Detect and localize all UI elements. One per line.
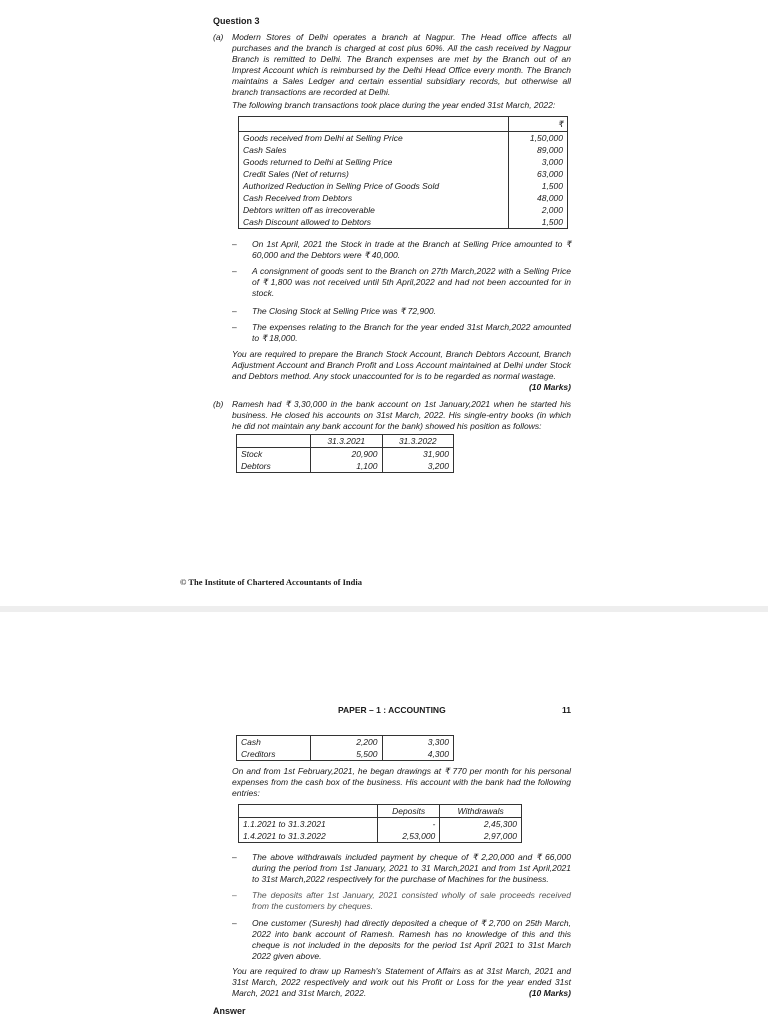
- table-row: Debtors 1,100 3,200: [237, 460, 454, 473]
- table-row: Credit Sales (Net of returns) 63,000: [239, 168, 568, 180]
- part-b-requirement: You are required to draw up Ramesh's Statement of Affairs as at 31st March, 2021 and 31st March, 2022 respectively and work out his Profit or Loss for the year ended 31st March, 2021 and 31st March, 2022. (10 Marks): [232, 966, 571, 998]
- question-title: Question 3: [213, 16, 260, 26]
- table-row: Goods received from Delhi at Selling Price 1,50,000: [239, 132, 568, 145]
- table-row: 1.4.2021 to 31.3.2022 2,53,000 2,97,000: [239, 830, 522, 843]
- table-row: Cash Received from Debtors 48,000: [239, 192, 568, 204]
- part-b-marks: (10 Marks): [528, 988, 571, 998]
- drawings-paragraph: On and from 1st February,2021, he began drawings at ₹ 770 per month for his personal expenses from the cash box of the business. His account with the bank had the following entries:: [232, 766, 571, 798]
- running-header: PAPER – 1 : ACCOUNTING: [338, 705, 446, 715]
- table-row: Cash Sales 89,000: [239, 144, 568, 156]
- bullet-item: – A consignment of goods sent to the Branch on 27th March,2022 with a Selling Price of ₹ 1,800 was not received until 5th April,2022 and had not been accounted for in stock.: [232, 266, 571, 298]
- bullet-item: – On 1st April, 2021 the Stock in trade at the Branch at Selling Price amounted to ₹ 60,000 and the Debtors were ₹ 40,000.: [232, 239, 571, 260]
- page-number: 11: [562, 705, 571, 715]
- bullet-item: – The deposits after 1st January, 2021 consisted wholly of sale proceeds received from the customers by cheques.: [232, 890, 571, 911]
- part-a-marks: (10 Marks): [528, 382, 571, 392]
- part-a-intro: Modern Stores of Delhi operates a branch at Nagpur. The Head office affects all purchases and the branch is charged at cost plus 60%. All the cash received by Nagpur Branch is remitted to Delhi. The Branch expenses are met by the Branch out of an Imprest Account which is reimbursed by the Delhi Head Office every month. The Branch maintains a Sales Ledger and certain essential subsidiary records, but otherwise all branch transactions are recorded at Delhi. The following branch transactions took place during the year ended 31st March, 2022:: [232, 32, 571, 110]
- copyright-footer: © The Institute of Chartered Accountants of India: [180, 577, 362, 587]
- ramesh-position-table: 31.3.2021 31.3.2022 Stock 20,900 31,900 Debtors 1,100 3,200: [236, 434, 454, 473]
- bullet-item: – The above withdrawals included payment by cheque of ₹ 2,20,000 and ₹ 66,000 during the period from 1st January, 2021 to 31 March,2021 and from 1st April,2021 to 31st March,2022 respectively for the purchase of Machines for the business.: [232, 852, 571, 884]
- part-b-intro: Ramesh had ₹ 3,30,000 in the bank account on 1st January,2021 when he started his business. He closed his accounts on 31st March, 2022. His single-entry books (in which he did not maintain any bank account for the bank) showed his position as follows:: [232, 399, 571, 431]
- currency-header: ₹: [509, 117, 568, 132]
- part-a-label: (a): [213, 32, 224, 42]
- table-row: Debtors written off as irrecoverable 2,000: [239, 204, 568, 216]
- answer-heading: Answer: [213, 1006, 246, 1016]
- table-row: 1.1.2021 to 31.3.2021 - 2,45,300: [239, 818, 522, 831]
- table-row: Cash 2,200 3,300: [237, 736, 454, 749]
- bullet-item: – One customer (Suresh) had directly deposited a cheque of ₹ 2,700 on 25th March, 2022 into bank account of Ramesh. Ramesh has no knowledge of this and this cheque is not included in the deposits for the period 1st April 2021 to 31st March 2022 given above.: [232, 918, 571, 961]
- part-a-lead: The following branch transactions took place during the year ended 31st March, 2022:: [232, 100, 556, 110]
- bullet-item: – The expenses relating to the Branch for the year ended 31st March,2022 amounted to ₹ 18,000.: [232, 322, 571, 343]
- part-b-label: (b): [213, 399, 224, 409]
- table-row: Goods returned to Delhi at Selling Price 3,000: [239, 156, 568, 168]
- part-a-requirement: You are required to prepare the Branch Stock Account, Branch Debtors Account, Branch Adjustment Account and Branch Profit and Loss Account maintained at Delhi under Stock and Debtors method. Any stock unaccounted for is to be regarded as normal wastage. (10 Marks): [232, 349, 571, 392]
- table-row: Authorized Reduction in Selling Price of Goods Sold 1,500: [239, 180, 568, 192]
- table-row: Cash Discount allowed to Debtors 1,500: [239, 216, 568, 229]
- ramesh-position-continued-table: [236, 735, 454, 761]
- table-row: Creditors 5,500 4,300: [237, 748, 454, 761]
- bank-entries-table: Deposits Withdrawals 1.1.2021 to 31.3.2021 - 2,45,300 1.4.2021 to 31.3.2022 2,53,000 2,97,000: [238, 804, 522, 843]
- bullet-item: – The Closing Stock at Selling Price was ₹ 72,900.: [232, 306, 436, 316]
- table-row: Stock 20,900 31,900: [237, 448, 454, 461]
- branch-transactions-table: [238, 116, 568, 229]
